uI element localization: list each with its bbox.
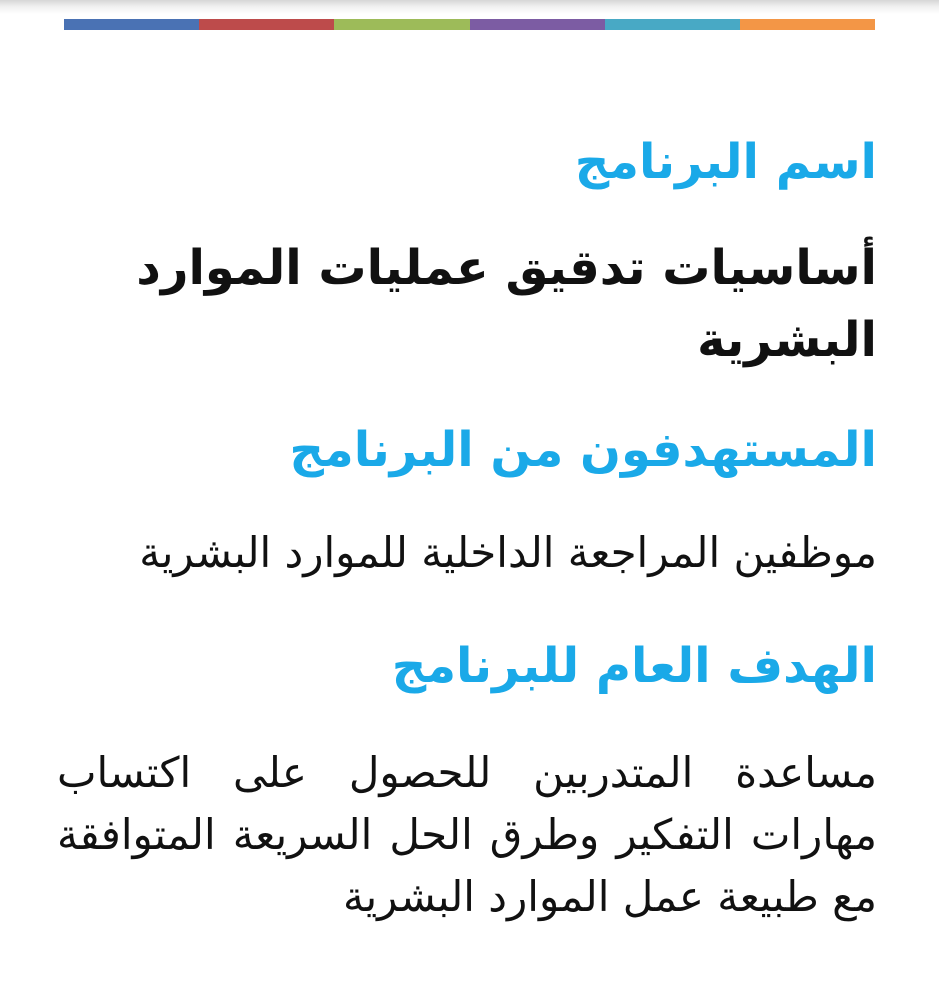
color-stripe bbox=[64, 19, 875, 30]
target-audience-text: موظفين المراجعة الداخلية للموارد البشرية bbox=[139, 528, 877, 577]
general-goal-text: مساعدة المتدربين للحصول على اكتساب مهارات التفكير وطرق الحل السريعة المتوافقة مع طبيعة عمل الموارد البشرية bbox=[57, 748, 877, 921]
stripe-red bbox=[199, 19, 334, 30]
stripe-green bbox=[334, 19, 469, 30]
program-name-heading: اسم البرنامج bbox=[574, 134, 877, 190]
stripe-orange bbox=[740, 19, 875, 30]
program-name-text: أساسيات تدقيق عمليات الموارد البشرية bbox=[136, 240, 877, 368]
top-shadow bbox=[0, 0, 939, 14]
stripe-blue bbox=[64, 19, 199, 30]
target-audience-heading: المستهدفون من البرنامج bbox=[289, 422, 877, 478]
general-goal-heading: الهدف العام للبرنامج bbox=[391, 638, 877, 694]
stripe-teal bbox=[605, 19, 740, 30]
stripe-purple bbox=[470, 19, 605, 30]
